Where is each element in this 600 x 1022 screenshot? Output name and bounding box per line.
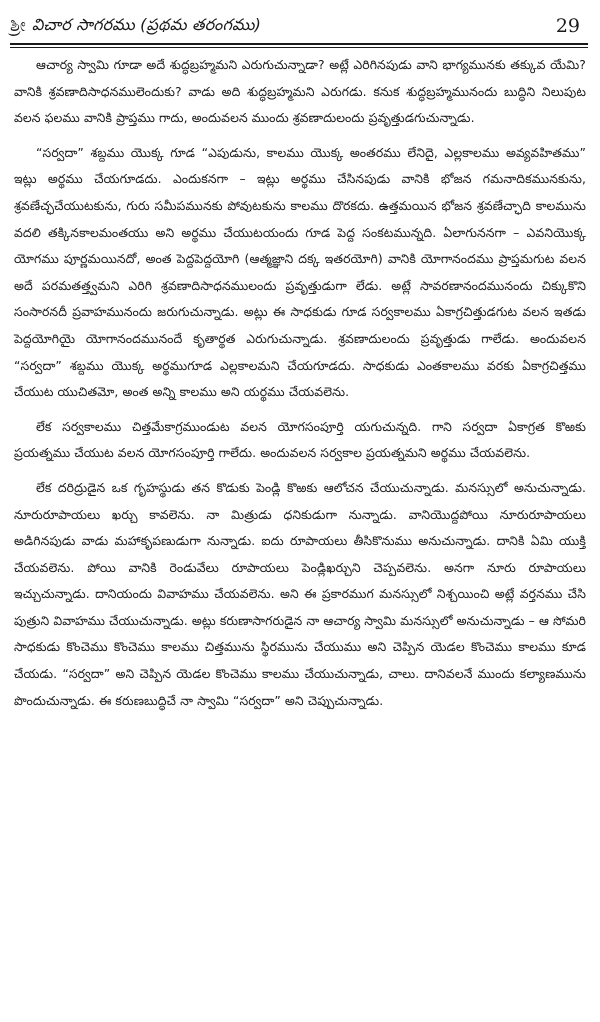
running-header [0,0,600,44]
page-number: 29 [555,15,580,37]
header-left [10,15,261,38]
book-title: విచార సాగరము (ప్రథమ తరంగము) [31,14,262,34]
paragraph-1: ఆచార్య స్వామి గూడా అదే శుద్ధబ్రహ్మమని ఎరుగుచున్నాడా? అట్లే ఎరిగినపుడు వాని భాగ్యమునకు తక్కువ యేమి? వానికి శ్రవణాదిసాధనములెందుకు? వాడు అది శుద్ధబ్రహ్మమని ఎరుగడు. కనుక శుద్ధబ్రహ్మమునందు బుద్ధిని నిలుపుట వలన ఫలము వానికి ప్రాప్తము గాదు, అందువలన ముందు శ్రవణాదులందు ప్రవృత్తుడగుచున్నాడు. [14,57,586,126]
paragraph-3: లేక సర్వకాలము చిత్తమేకాగ్రముండుట వలన యోగసంపూర్తి యగుచున్నది. గాని సర్వదా ఏకాగ్రత కొఱకు ప్రయత్నము చేయుట వలన యోగసంపూర్తి గాలేదు. అందువలన సర్వకాల ప్రయత్నమని అర్థము చేయవలెను. [14,418,586,461]
sri-mark: ಶ್ರೀ [10,15,26,36]
header-rule [10,43,588,48]
paragraph-4: లేక దరిద్రుడైన ఒక గృహస్థుడు తన కొడుకు పెండ్లి కొఱకు ఆలోచన చేయుచున్నాడు. మనస్సులో అనుచున్నాడు. నూరురూపాయలు ఖర్చు కావలెను. నా మిత్రుడు ధనికుడుగా నున్నాడు. వానియొద్దపోయి నూరురూపాయలు అడిగినపుడు వాడు మహాకృపణుడుగా నున్నాడు. ఐదు రూపాయలు తీసికొనుము అనుచున్నాడు. దానికి ఏమి యుక్తి చేయవలెను. పోయి వానికి రెండువేలు రూపాయలు పెండ్లిఖర్చుని చెప్పవలెను. అనగా నూరు రూపాయలు ఇచ్చుచున్నాడు. దానియందు వివాహము చేయవలెను. అని ఈ ప్రకారముగ మనస్సులో నిశ్చయించి అట్లే వర్తనము చేసి పుత్రుని వివాహము చేయుచున్నాడు. అట్లు కరుణాసాగరుడైన నా ఆచార్య స్వామి మనస్సులో అనుచున్నాడు – ఆ సోమరి సాధకుడు కొంచెము కొంచెము కాలము చిత్తమును స్థిరమును చేయుము అని చెప్పిన యెడల కొంచెము కాలము కూడ చేయడు. “సర్వదా” అని చెప్పిన యెడల కొంచెము కాలము చేయుచున్నాడు, చాలు. దానివలనే ముందు కల్యాణమును పొందుచున్నాడు. ఈ కరుణబుద్ధిచే నా స్వామి “సర్వదా” అని చెప్పుచున్నాడు. [14,479,586,708]
paragraph-2: “సర్వదా” శబ్దము యొక్క గూడ “ఎపుడును, కాలము యొక్క అంతరము లేనిదై, ఎల్లకాలము అవ్యవహితము” ఇట్లు అర్థము చేయగూడదు. ఎందుకనగా – ఇట్లు అర్థము చేసినపుడు వానికి భోజన గమనాదికమునకును, శ్రవణేచ్ఛచేయుటకును, గురు సమీపమునకు పోవుటకును కాలము దొరకదు. ఉత్తమయిన భోజన శ్రవణేచ్ఛాది కాలమును వదలి తక్కినకాలమంతయు అని అర్థము చేయుటయందు గూడ పెద్ద సంకటమున్నది. ఏలాగుననగా – ఎవనియొక్క యోగము పూర్ణమయినదో, అంత పెద్దపెద్దయోగి (ఆత్మజ్ఞాని దక్క ఇతరయోగి) వానికి యోగానందము ప్రాప్తమగుట వలన అదే పరమతత్త్వమని ఎరిగి శ్రవణాదిసాధనములందు ప్రవృత్తుడుగా లేడు. అట్లే సావరణానందమునందు చిక్కుకొని సంసారనదీ ప్రవాహమునందు జరుగుచున్నాడు. అట్లు ఈ సాధకుడు గూడ సర్వకాలము ఏకాగ్రచిత్తుడగుట వలన ఇతడు పెద్దయోగియై యోగానందమునందే కృతార్థత ఎరుగుచున్నాడు. శ్రవణాదులందు ప్రవృత్తుడు గాలేడు. అందువలన “సర్వదా” శబ్దము యొక్క అర్థముగూడ ఎల్లకాలమని చేయగూడదు. సాధకుడు ఎంతకాలము వరకు ఏకాగ్రచిత్తము చేయుట యుచితమో, అంత అన్ని కాలము అని యర్థము చేయవలెను. [14,144,586,400]
body-text [14,52,586,714]
